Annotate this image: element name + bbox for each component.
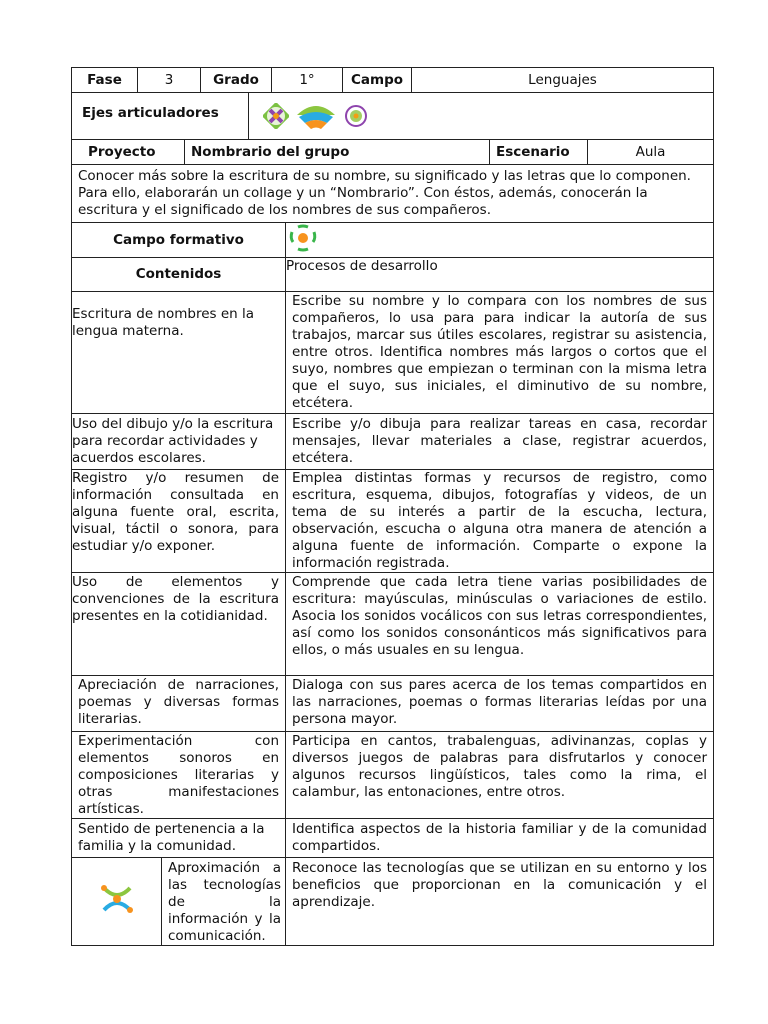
project-description: Conocer más sobre la escritura de su nombre, su significado y las letras que lo componen. Para ello, elaborarán un collage y un “Nombrario”. Con éstos, además, conocerán la escritura y el significado de los nombres de sus compañeros.: [72, 165, 714, 223]
campo-formativo-label: Campo formativo: [72, 223, 286, 258]
contenidos-label: Contenidos: [72, 258, 286, 292]
contenido-cell: Uso de elementos y convenciones de la escritura presentes en la cotidianidad.: [72, 573, 286, 676]
fase-label: Fase: [72, 68, 138, 93]
interculturalidad-icon: [343, 103, 369, 129]
proyecto-table: [71, 139, 714, 165]
pda-cell: Participa en cantos, trabalenguas, adivinanzas, coplas y diversos juegos de palabras para disfrutarlos y conocer algunos recursos lingüísticos, tales como la rima, el calambur, las entonaciones, entre otros.: [286, 732, 714, 819]
header-table: [71, 67, 714, 93]
grado-value: 1°: [272, 68, 343, 93]
contenido-cell: Experimentación con elementos sonoros en composiciones literarias y otras manifestaciones artísticas.: [72, 732, 286, 819]
ejes-label: Ejes articuladores: [72, 93, 249, 140]
proyecto-label: Proyecto: [72, 140, 185, 165]
table-row: [72, 573, 714, 676]
inclusion-icon: [263, 103, 289, 129]
campo-label: Campo: [343, 68, 412, 93]
contenido-cell: Registro y/o resumen de información consultada en alguna fuente oral, escrita, visual, táctil o sonora, para estudiar y/o exponer.: [72, 470, 286, 573]
pda-label: Procesos de desarrollo: [286, 258, 714, 292]
contenido-cell: Apreciación de narraciones, poemas y diversas formas literarias.: [72, 676, 286, 732]
escenario-value: Aula: [588, 140, 714, 165]
table-row: [72, 858, 714, 946]
tecnologias-icon: [98, 880, 136, 918]
pda-cell: Dialoga con sus pares acerca de los temas compartidos en las narraciones, poemas o formas literarias leídas por una persona mayor.: [286, 676, 714, 732]
pda-cell: Comprende que cada letra tiene varias posibilidades de escritura: mayúsculas, minúsculas o variaciones de estilo. Asocia los sonidos vocálicos con sus letras correspondientes, así como los sonidos consonánticos más significativos para ellos, o más usuales en su lengua.: [286, 573, 714, 676]
table-row: [72, 732, 714, 819]
table-row: [72, 676, 714, 732]
pensamiento-critico-icon: [293, 101, 339, 131]
pda-cell: Identifica aspectos de la historia familiar y de la comunidad compartidos.: [286, 819, 714, 858]
pda-cell: Escribe y/o dibuja para realizar tareas en casa, recordar mensajes, llevar materiales a clase, registrar acuerdos, etcétera.: [286, 414, 714, 470]
pda-cell: Emplea distintas formas y recursos de registro, como escritura, esquema, dibujos, fotografías y videos, de un tema de su interés a partir de la escucha, lectura, observación, escucha o alguna otra manera de atención a alguna fuente de información. Comparte o expone la información registrada.: [286, 470, 714, 573]
grado-label: Grado: [201, 68, 272, 93]
contenido-cell: Sentido de pertenencia a la familia y la comunidad.: [72, 819, 286, 858]
lenguajes-icon: [288, 224, 318, 252]
table-row: [72, 414, 714, 470]
table-row: [72, 470, 714, 573]
table-row: [72, 819, 714, 858]
pda-cell: Reconoce las tecnologías que se utilizan en su entorno y los beneficios que proporcionan en la comunicación y el aprendizaje.: [286, 858, 714, 946]
ejes-table: [71, 92, 714, 140]
proyecto-value: Nombrario del grupo: [185, 140, 490, 165]
contenido-cell: Aproximación a las tecnologías de la información y la comunicación.: [162, 858, 286, 946]
pda-cell: Escribe su nombre y lo compara con los nombres de sus compañeros, lo usa para para indicar la autoría de sus trabajos, marcar sus útiles escolares, registrar su asistencia, entre otros. Identifica nombres más largos o cortos que el suyo, nombres que empiezan o terminan con la misma letra que el suyo, sus iniciales, el diminutivo de su nombre, etcétera.: [286, 292, 714, 414]
content-table: [71, 164, 714, 946]
tecnologias-icon-cell: [72, 858, 162, 946]
contenido-cell: Uso del dibujo y/o la escritura para recordar actividades y acuerdos escolares.: [72, 414, 286, 470]
table-row: [72, 292, 714, 414]
ejes-icons: [249, 93, 714, 140]
fase-value: 3: [138, 68, 201, 93]
campo-value: Lenguajes: [412, 68, 714, 93]
contenido-cell: Escritura de nombres en la lengua materna.: [72, 292, 286, 414]
escenario-label: Escenario: [490, 140, 588, 165]
